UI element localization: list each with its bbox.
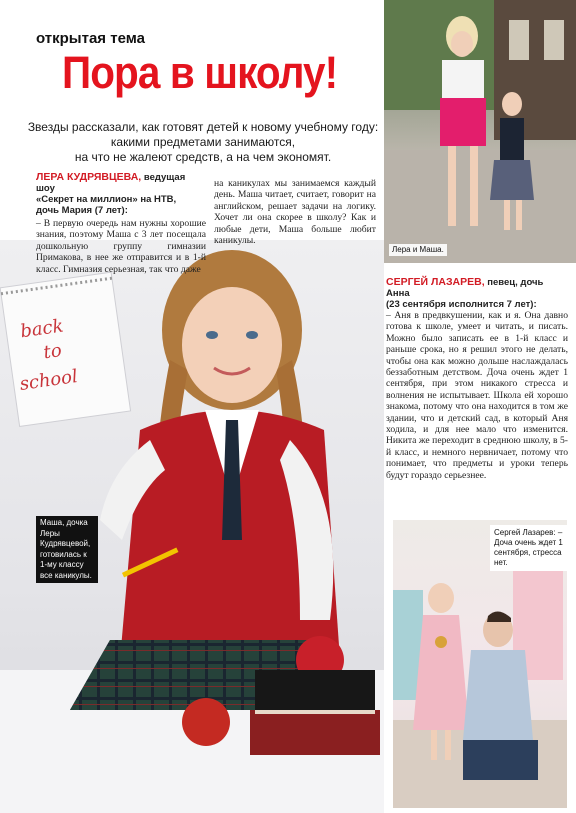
lera-masha-illustration — [384, 0, 576, 263]
caption-lera-masha: Лера и Маша. — [389, 244, 447, 256]
byline-child: дочь Мария (7 лет): — [36, 205, 128, 216]
lead-paragraph — [22, 120, 384, 165]
story-text-continued: на каникулах мы занимаемся каждый день. Маша читает, считает, говорит на английском, решает задачи на логику. Хочет ли она скорее в школу? Как и любые дети, Маша больше любит каникулы. — [214, 178, 376, 247]
caption-lazarev: Сергей Лазарев: – Доча очень ждет 1 сентября, стресса нет. — [490, 525, 568, 571]
byline-name: СЕРГЕЙ ЛАЗАРЕВ, — [386, 276, 485, 288]
story-kudryavtseva-col1 — [36, 172, 206, 275]
byline-kudryavtseva — [36, 172, 206, 216]
svg-text:back: back — [19, 315, 65, 343]
byline-name: ЛЕРА КУДРЯВЦЕВА, — [36, 171, 142, 183]
byline-role: певец, дочь Анна — [386, 277, 544, 299]
byline-age: (23 сентября исполнится 7 лет): — [386, 299, 537, 310]
photo-lera-and-masha — [384, 0, 576, 263]
lead-line: какими предметами занимаются, — [110, 135, 296, 149]
story-kudryavtseva-col2 — [214, 178, 376, 246]
lead-line: Звезды рассказали, как готовят детей к новому учебному году: — [27, 120, 379, 134]
story-text: – Аня в предвкушении, как и я. Она давно готова к школе, умеет и читать, и писать. Можно было записать ее в 1-й класс и раньше срока, но я решил этого не делать, чтобы она как можно дольше наслаждалась беззаботным детством. Доча очень ждет 1 сентября, при этом никакого стресса и волнения не испытывает. Школа ей хорошо знакома, потому что она находится в том же здании, что и детский сад, в который Аня ходила, и для нее мало что изменится. Никита же переходит в среднюю школу, в 5-й класс, и немного нервничает, потому что понимает, что предметы и уроки теперь будут гораздо серьезнее. — [386, 310, 568, 481]
byline-lazarev — [386, 277, 568, 310]
story-text: – В первую очередь нам нужны хорошие знания, поэтому Маша с 3 лет посещала дошкольную группу гимназии Примакова, в нее же отправится и в 1-й класс. Гимназия серьезная, так что даже — [36, 218, 206, 275]
byline-role: ведущая шоу — [36, 172, 186, 194]
caption-masha: Маша, дочка Леры Кудрявцевой, готовилась к 1-му классу все каникулы. — [36, 516, 98, 583]
story-lazarev — [386, 277, 568, 481]
svg-text:to: to — [42, 339, 63, 364]
lead-line: на что не жалеют средств, а на чем экономят. — [74, 150, 332, 164]
byline-show: «Секрет на миллион» на НТВ, — [36, 194, 177, 205]
svg-text:school: school — [18, 366, 80, 395]
section-rubric: открытая тема — [36, 30, 145, 47]
page-headline: Пора в школу! — [62, 47, 338, 98]
